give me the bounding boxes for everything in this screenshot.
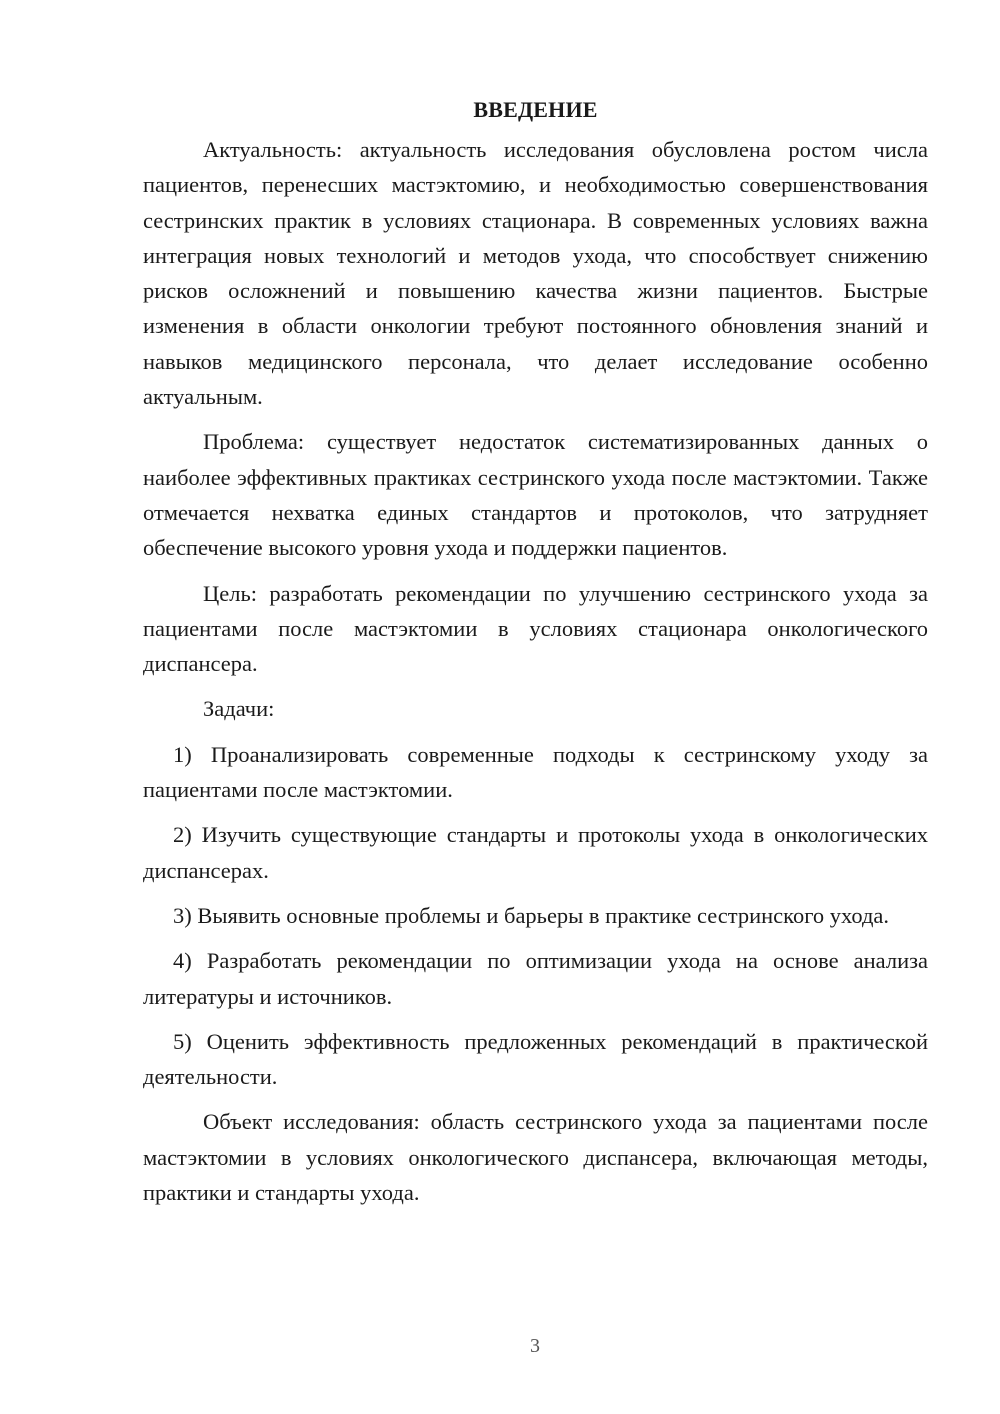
paragraph-object: Объект исследования: область сестринского ухода за пациентами после мастэктомии в условиях онкологического диспансера, включающая методы, практики и стандарты ухода. <box>143 1109 928 1206</box>
paragraph-goal: Цель: разработать рекомендации по улучшению сестринского ухода за пациентами после мастэктомии в условиях стационара онкологического диспансера. <box>143 580 928 677</box>
task-item: 4) Разработать рекомендации по оптимизации ухода на основе анализа литературы и источников. <box>143 948 928 1009</box>
task-item: 1) Проанализировать современные подходы к сестринскому уходу за пациентами после мастэктомии. <box>143 741 928 803</box>
document-page <box>143 95 928 1210</box>
task-item: 3) Выявить основные проблемы и барьеры в практике сестринского ухода. <box>173 902 890 928</box>
paragraph-relevance: Актуальность: актуальность исследования обусловлена ростом числа пациентов, перенесших мастэктомию, и необходимостью совершенствования сестринских практик в условиях стационара. В современных условиях важна интеграция новых технологий и методов ухода, что способствует снижению рисков осложнений и повышению качества жизни пациентов. Быстрые изменения в области онкологии требуют постоянного обновления знаний и навыков медицинского персонала, что делает исследование особенно актуальным. <box>143 137 928 410</box>
tasks-list <box>143 737 928 1095</box>
page-number: 3 <box>530 1335 540 1357</box>
paragraph-problem: Проблема: существует недостаток систематизированных данных о наиболее эффективных практиках сестринского ухода после мастэктомии. Также отмечается нехватка единых стандартов и протоколов, что затрудняет обеспечение высокого уровня ухода и поддержки пациентов. <box>143 429 928 561</box>
tasks-heading: Задачи: <box>203 696 275 722</box>
task-item: 2) Изучить существующие стандарты и протоколы ухода в онкологических диспансерах. <box>143 822 928 883</box>
task-item: 5) Оценить эффективность предложенных рекомендаций в практической деятельности. <box>143 1028 928 1090</box>
page-title: ВВЕДЕНИЕ <box>473 97 598 122</box>
